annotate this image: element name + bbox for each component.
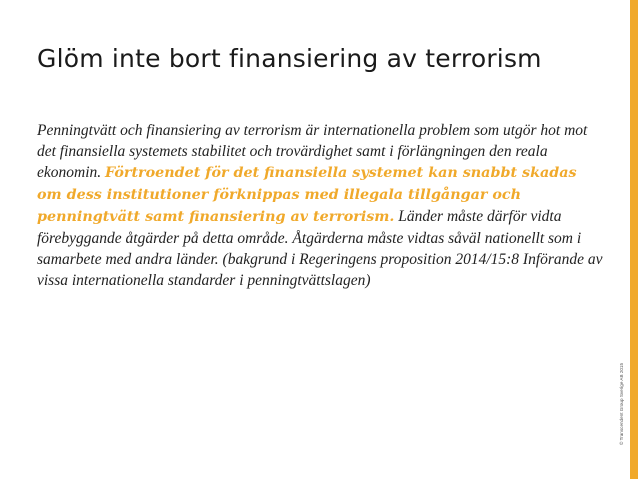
copyright-notice: © Transcendent Group Sverige AB 2015 (619, 362, 624, 445)
slide-title: Glöm inte bort finansiering av terrorism (37, 44, 542, 73)
body-paragraph (37, 120, 605, 291)
body-rest-text: Länder måste därför vidta förebyggande åtgärder på detta område. Åtgärderna måste vidtas såväl nationellt som i samarbete med andra länder. (bakgrund i Regeringens proposition 2014/15:8 Införande av vissa internationella standarder i penningtvättslagen) (37, 208, 603, 289)
body-intro-text: Penningtvätt och finansiering av terrorism är internationella problem som utgör hot mot det finansiella systemets stabilitet och trovärdighet samt i förlängningen den reala ekonomin. (37, 122, 588, 181)
accent-sidebar (630, 0, 638, 479)
body-highlight-text: Förtroendet för det finansiella systemet kan snabbt skadas om dess institutioner förknippas med illegala tillgångar och penningtvätt samt finansiering av terrorism. (37, 165, 577, 225)
